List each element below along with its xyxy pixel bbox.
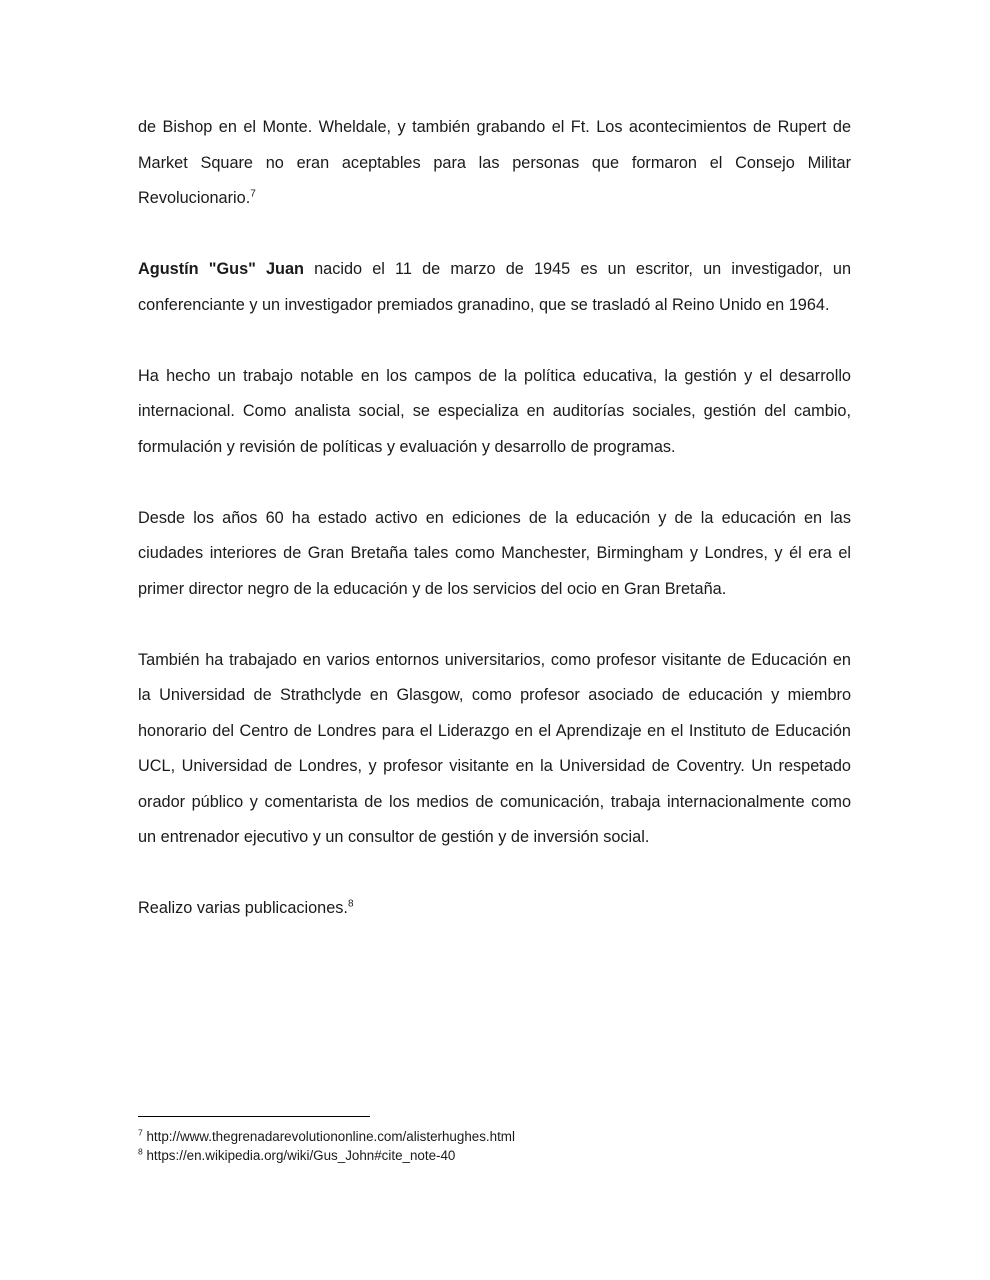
paragraph-2	[138, 252, 851, 323]
paragraph-text: También ha trabajado en varios entornos universitarios, como profesor visitante de Educación en la Universidad de Strathclyde en Glasgow, como profesor asociado de educación y miembro honorario del Centro de Londres para el Liderazgo en el Aprendizaje en el Instituto de Educación UCL, Universidad de Londres, y profesor visitante en la Universidad de Coventry. Un respetado orador público y comentarista de los medios de comunicación, trabaja internacionalmente como un entrenador ejecutivo y un consultor de gestión y de inversión social.	[138, 650, 851, 846]
body-text	[138, 110, 851, 927]
paragraph-3	[138, 359, 851, 466]
paragraph-1	[138, 110, 851, 217]
footnote-link[interactable]: https://en.wikipedia.org/wiki/Gus_John#cite_note-40	[146, 1148, 456, 1163]
footnotes	[138, 1127, 851, 1165]
paragraph-text: de Bishop en el Monte. Wheldale, y también grabando el Ft. Los acontecimientos de Rupert de Market Square no eran aceptables para las personas que formaron el Consejo Militar Revolucionario.	[138, 118, 851, 207]
footnote-7	[138, 1127, 851, 1146]
footnote-number: 7	[138, 1127, 143, 1138]
paragraph-6	[138, 891, 851, 927]
paragraph-4	[138, 501, 851, 608]
footnote-link[interactable]: http://www.thegrenadarevolutiononline.com/alisterhughes.html	[146, 1129, 515, 1144]
footnote-8	[138, 1146, 851, 1165]
paragraph-text: Realizo varias publicaciones.	[138, 899, 348, 917]
person-name: Agustín "Gus" Juan	[138, 260, 304, 278]
paragraph-text: Desde los años 60 ha estado activo en ediciones de la educación y de la educación en las ciudades interiores de Gran Bretaña tales como Manchester, Birmingham y Londres, y él era el primer director negro de la educación y de los servicios del ocio en Gran Bretaña.	[138, 508, 851, 598]
paragraph-text: Ha hecho un trabajo notable en los campos de la política educativa, la gestión y el desarrollo internacional. Como analista social, se especializa en auditorías sociales, gestión del cambio, formulación y revisión de políticas y evaluación y desarrollo de programas.	[138, 366, 851, 456]
footnote-ref-7[interactable]: 7	[250, 188, 256, 200]
footnote-number: 8	[138, 1146, 143, 1157]
paragraph-5	[138, 643, 851, 856]
paragraph-text: nacido el 11 de marzo de 1945 es un escritor, un investigador, un conferenciante y un investigador premiados granadino, que se trasladó al Reino Unido en 1964.	[138, 260, 851, 314]
footnote-separator	[138, 1116, 370, 1117]
footnote-ref-8[interactable]: 8	[347, 898, 354, 910]
